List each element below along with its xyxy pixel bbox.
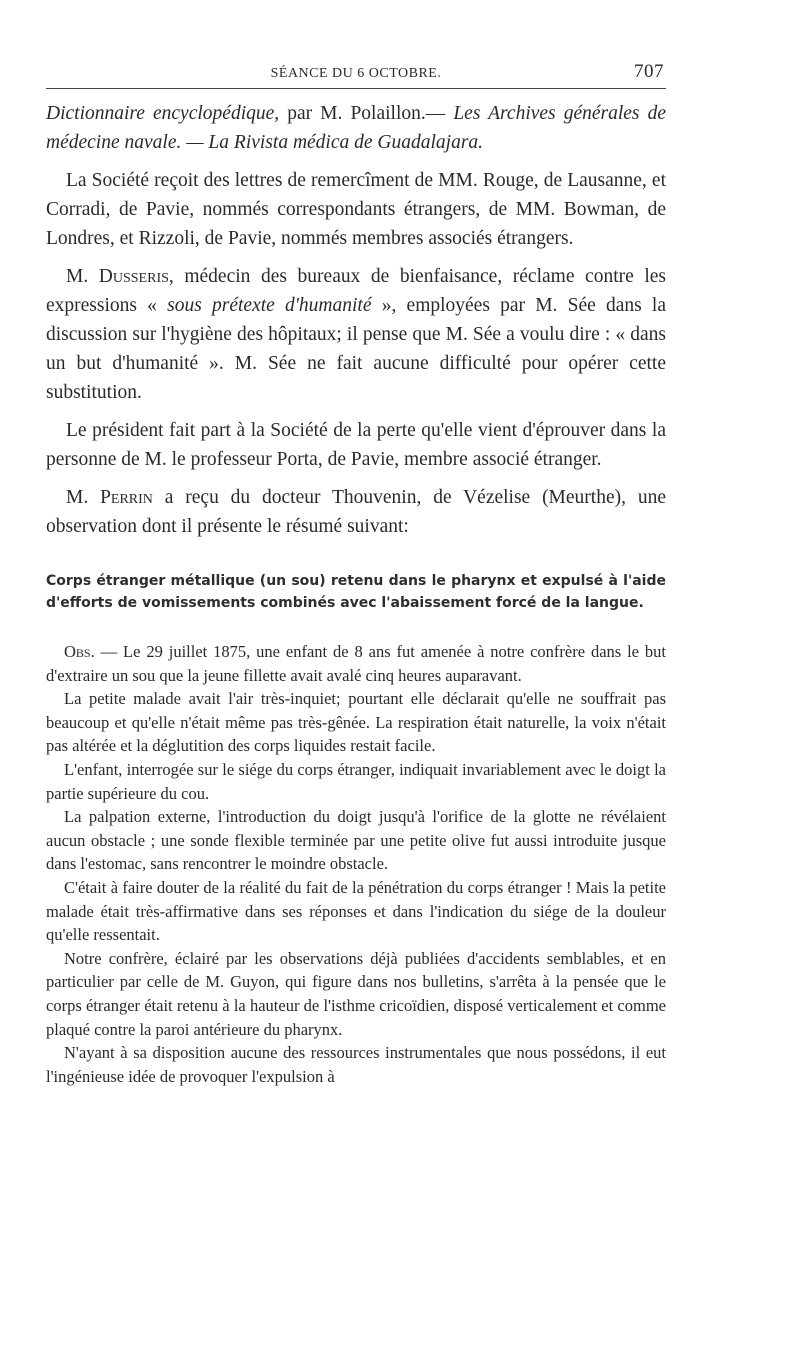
observation-paragraph: Notre confrère, éclairé par les observations déjà publiées d'accidents semblables, et en particulier par celle de M. Guyon, qui figure dans nos bulletins, s'arrêta à la pensée que le corps étranger était retenu à la hauteur de l'isthme cricoïdien, disposé verticalement et comme plaqué contre la paroi antérieure du pharynx. [46,948,666,1039]
page [46,58,666,1088]
paragraph-perrin: M. Perrin a reçu du docteur Thouvenin, de Vézelise (Meurthe), une observation dont il présente le résumé suivant: [46,487,666,537]
observation-paragraph: La palpation externe, l'introduction du doigt jusqu'à l'orifice de la glotte ne révélaient aucun obstacle ; une sonde flexible terminée par une petite olive fut aussi introduite jusque dans l'estomac, sans rencontrer le moindre obstacle. [46,807,666,874]
paragraph-porta: Le président fait part à la Société de la perte qu'elle vient d'éprouver dans la personne de M. le professeur Porta, de Pavie, membre associé étranger. [46,420,666,470]
publication-title: Dictionnaire encyclopédique [46,103,275,124]
observation-paragraph: La petite malade avait l'air très-inquiet; pourtant elle déclarait qu'elle ne souffrait pas beaucoup et qu'elle n'était même pas très-gênée. La respiration était naturelle, la voix n'était pas altérée et la déglutition des corps liquides restait facile. [46,689,666,756]
page-number: 707 [634,61,664,82]
observation-paragraph: C'était à faire douter de la réalité du fait de la pénétration du corps étranger ! Mais la petite malade était très-affirmative dans ses réponses et dans l'indication du siége de la douleur qu'elle ressentait. [46,877,666,945]
person-name: Perrin [100,487,153,508]
paragraph-thanks: La Société reçoit des lettres de remercîment de MM. Rouge, de Lausanne, et Corradi, de Pavie, nommés correspondants étrangers, de MM. Bowman, de Londres, et Rizzoli, de Pavie, nommés membres associés étrangers. [46,170,666,249]
observation-title: Corps étranger métallique (un sou) retenu dans le pharynx et expulsé à l'aide d'efforts de vomissements combinés avec l'abaissement forcé de la langue. [46,573,666,611]
person-name: Dusseris [98,266,169,287]
publication-titles: Les Archives générales de médecine navale. — La Rivista médica de Guadalajara. [46,103,666,153]
observation-paragraph: N'ayant à sa disposition aucune des ressources instrumentales que nous possédons, il eut l'ingénieuse idée de provoquer l'expulsion à [46,1043,666,1086]
observation-paragraph: Obs. — Le 29 juillet 1875, une enfant de 8 ans fut amenée à notre confrère dans le but d'extraire un sou que la jeune fillette avait avalé cinq heures auparavant. [46,642,666,685]
publication-author: , par M. Polaillon.— [274,103,454,124]
running-head [46,58,666,89]
quoted-expression: sous prétexte d'humanité [167,295,372,316]
paragraph-dusseris: M. Dusseris, médecin des bureaux de bienfaisance, réclame contre les expressions « sous prétexte d'humanité », employées par M. Sée dans la discussion sur l'hygiène des hôpitaux; il pense que M. Sée a voulu dire : « dans un but d'humanité ». M. Sée ne fait aucune difficulté pour opérer cette substitution. [46,266,667,403]
running-title: SÉANCE DU 6 OCTOBRE. [270,66,442,81]
obs-label: Obs. [64,642,95,661]
observation-paragraph: L'enfant, interrogée sur le siége du corps étranger, indiquait invariablement avec le doigt la partie supérieure du cou. [46,759,666,803]
paragraph-publications [46,99,666,157]
